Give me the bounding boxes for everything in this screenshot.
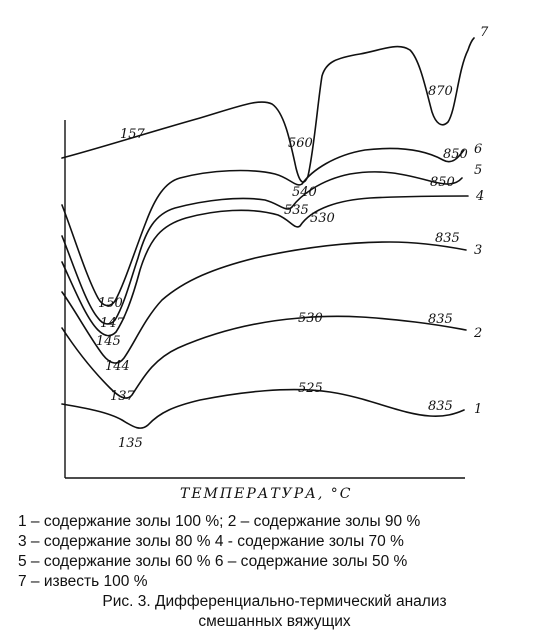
peak-temperature-label: 850	[443, 147, 468, 162]
peak-temperature-label: 530	[310, 211, 335, 226]
legend-line-2: 3 – содержание золы 80 % 4 - содержание золы 70 %	[18, 533, 404, 550]
peak-temperature-label: 835	[428, 312, 453, 327]
peak-temperature-label: 835	[435, 231, 460, 246]
peak-temperature-label: 147	[100, 316, 125, 331]
peak-temperature-label: 540	[292, 185, 317, 200]
peak-temperature-label: 560	[288, 136, 313, 151]
series-line-4	[62, 196, 468, 336]
x-axis-label: ТЕМПЕРАТУРА, °С	[180, 486, 353, 502]
peak-temperature-label: 145	[96, 334, 121, 349]
figure-title-line-2: смешанных вяжущих	[198, 613, 351, 630]
series-line-6	[62, 148, 464, 305]
series-number-label: 5	[474, 163, 483, 178]
peak-temperature-label: 525	[298, 381, 323, 396]
figure-title-line-1: Рис. 3. Дифференциально-термический анализ	[102, 593, 447, 610]
series-number-label: 6	[474, 142, 483, 157]
series-number-label: 3	[474, 243, 483, 258]
legend-line-1: 1 – содержание золы 100 %; 2 – содержание золы 90 %	[18, 513, 421, 530]
peak-temperature-label: 135	[118, 436, 143, 451]
peak-temperature-label: 530	[298, 311, 323, 326]
peak-temperature-label: 535	[284, 203, 309, 218]
legend-line-4: 7 – известь 100 %	[18, 573, 148, 590]
peak-temperature-label: 157	[120, 127, 145, 142]
peak-temperature-label: 137	[110, 389, 135, 404]
series-line-7	[62, 38, 474, 182]
peak-temperature-label: 870	[428, 84, 453, 99]
figure-caption	[0, 512, 549, 632]
peak-temperature-label: 850	[430, 175, 455, 190]
peak-temperature-label: 835	[428, 399, 453, 414]
series-number-label: 1	[474, 402, 483, 417]
peak-temperature-label: 144	[105, 359, 130, 374]
legend-line-3: 5 – содержание золы 60 % 6 – содержание золы 50 %	[18, 553, 408, 570]
series-number-label: 7	[480, 25, 489, 40]
series-number-label: 4	[476, 189, 485, 204]
series-number-label: 2	[474, 326, 483, 341]
peak-temperature-label: 150	[98, 296, 123, 311]
